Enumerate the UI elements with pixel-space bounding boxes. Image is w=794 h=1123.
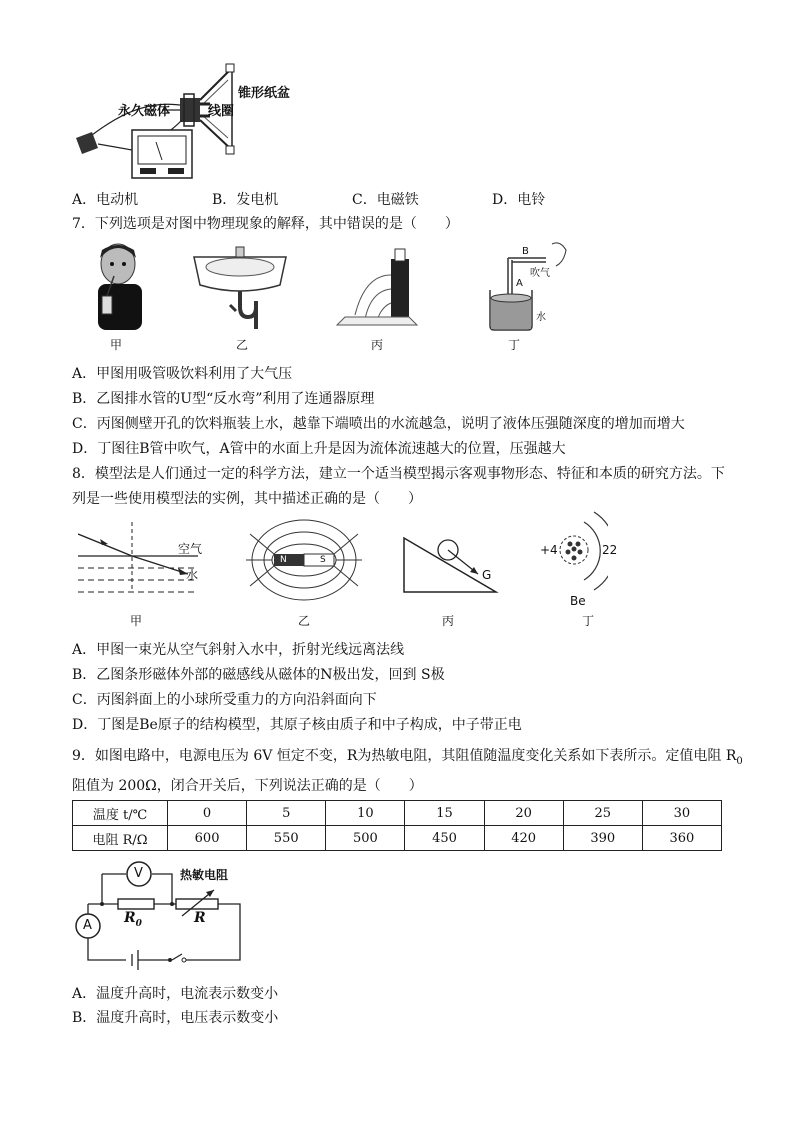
q8-stem-line2: 列是一些使用模型法的实例，其中描述正确的是（ ） [72, 491, 422, 507]
q8-figure-jia [78, 522, 208, 602]
circuit-r0-text: R [124, 910, 136, 926]
q7-caption-yi: 乙 [235, 338, 248, 352]
circuit-r0-label [124, 910, 142, 929]
q7-option-b[interactable]: B．乙图排水管的U型“反水弯”利用了连通器原理 [72, 391, 375, 407]
q8-label-s: S [320, 555, 326, 565]
table-cell: 10 [326, 801, 405, 826]
q8-option-d[interactable]: D．丁图是Be原子的结构模型，其原子核由质子和中子构成，中子带正电 [72, 717, 522, 733]
q8-figure-bing [400, 530, 500, 596]
q9-stem-subscript: 0 [736, 755, 743, 767]
q8-caption-bing: 丙 [441, 614, 454, 628]
q7-figure-ding [486, 240, 576, 332]
q7-caption-ding: 丁 [507, 338, 520, 352]
q8-label-n: N [280, 555, 287, 565]
q8-label-element: Be [570, 594, 586, 608]
table-cell: 20 [484, 801, 563, 826]
q7-label-a: A [516, 278, 523, 289]
q7-label-blow: 吹气 [530, 268, 550, 279]
table-header-temp: 温度 t/℃ [73, 801, 168, 826]
q8-caption-jia: 甲 [129, 614, 142, 628]
q6-option-c[interactable]: C．电磁铁 [352, 192, 419, 208]
table-cell: 600 [168, 826, 247, 851]
q8-figure-yi [244, 514, 364, 606]
q6-option-b[interactable]: B．发电机 [212, 192, 279, 208]
q7-figure-jia [90, 240, 150, 330]
q7-caption-jia: 甲 [109, 338, 122, 352]
q7-label-b: B [522, 246, 529, 257]
q9-option-a[interactable]: A．温度升高时，电流表示数变小 [72, 986, 279, 1002]
table-cell: 15 [405, 801, 484, 826]
q9-stem-text: 9．如图电路中，电源电压为 6V 恒定不变，R为热敏电阻，其阻值随温度变化关系如下表所示。定值电阻 R [72, 748, 737, 764]
table-cell: 420 [484, 826, 563, 851]
table-cell: 390 [563, 826, 642, 851]
q9-option-b[interactable]: B．温度升高时，电压表示数变小 [72, 1010, 279, 1026]
q7-figure-bing [335, 245, 420, 333]
table-row [73, 801, 722, 826]
q7-option-c[interactable]: C．丙图侧壁开孔的饮料瓶装上水，越靠下端喷出的水流越急，说明了液体压强随深度的增加而增大 [72, 416, 685, 432]
q7-option-d[interactable]: D．丁图往B管中吹气，A管中的水面上升是因为流体流速越大的位置，压强越大 [72, 441, 566, 457]
table-cell: 0 [168, 801, 247, 826]
q7-figure-yi [190, 245, 290, 330]
q8-caption-ding: 丁 [581, 614, 594, 628]
q8-label-electrons: 22 [602, 543, 618, 557]
q9-stem-line1 [72, 746, 743, 772]
circuit-r0-subscript: 0 [135, 918, 142, 929]
q9-stem-line2: 阻值为 200Ω，闭合开关后，下列说法正确的是（ ） [72, 778, 423, 794]
circuit-r-label: R [194, 910, 206, 926]
label-cone: 锥形纸盆 [238, 86, 291, 101]
table-cell: 5 [247, 801, 326, 826]
label-coil: 线圈 [208, 104, 235, 119]
q8-option-b[interactable]: B．乙图条形磁体外部的磁感线从磁体的N极出发，回到 S极 [72, 667, 445, 683]
q8-label-charge: +4 [540, 543, 558, 557]
table-cell: 500 [326, 826, 405, 851]
circuit-thermistor-label: 热敏电阻 [180, 868, 229, 882]
q8-label-air: 空气 [178, 542, 203, 556]
table-cell: 450 [405, 826, 484, 851]
q7-option-a[interactable]: A．甲图用吸管吸饮料利用了大气压 [72, 366, 293, 382]
q8-label-g: G [482, 568, 492, 582]
q6-option-d[interactable]: D．电铃 [492, 192, 546, 208]
q7-stem: 7．下列选项是对图中物理现象的解释，其中错误的是（ ） [72, 216, 459, 232]
q7-caption-bing: 丙 [370, 338, 383, 352]
q8-label-water: 水 [186, 568, 199, 582]
table-cell: 550 [247, 826, 326, 851]
table-cell: 360 [642, 826, 721, 851]
resistance-table [72, 800, 722, 851]
table-row [73, 826, 722, 851]
q8-option-c[interactable]: C．丙图斜面上的小球所受重力的方向沿斜面向下 [72, 692, 377, 708]
q8-option-a[interactable]: A．甲图一束光从空气斜射入水中，折射光线远离法线 [72, 642, 405, 658]
table-cell: 25 [563, 801, 642, 826]
speaker-figure [72, 60, 292, 185]
q8-stem-line1: 8．模型法是人们通过一定的科学方法，建立一个适当模型揭示客观事物形态、特征和本质的研究方法。下 [72, 466, 725, 482]
q6-option-a[interactable]: A．电动机 [72, 192, 139, 208]
q8-caption-yi: 乙 [297, 614, 310, 628]
table-header-resistance: 电阻 R/Ω [73, 826, 168, 851]
table-cell: 30 [642, 801, 721, 826]
circuit-ammeter-label: A [83, 918, 92, 933]
circuit-voltmeter-label: V [134, 866, 143, 881]
q7-label-water: 水 [536, 312, 546, 323]
label-magnet: 永久磁体 [118, 104, 171, 119]
